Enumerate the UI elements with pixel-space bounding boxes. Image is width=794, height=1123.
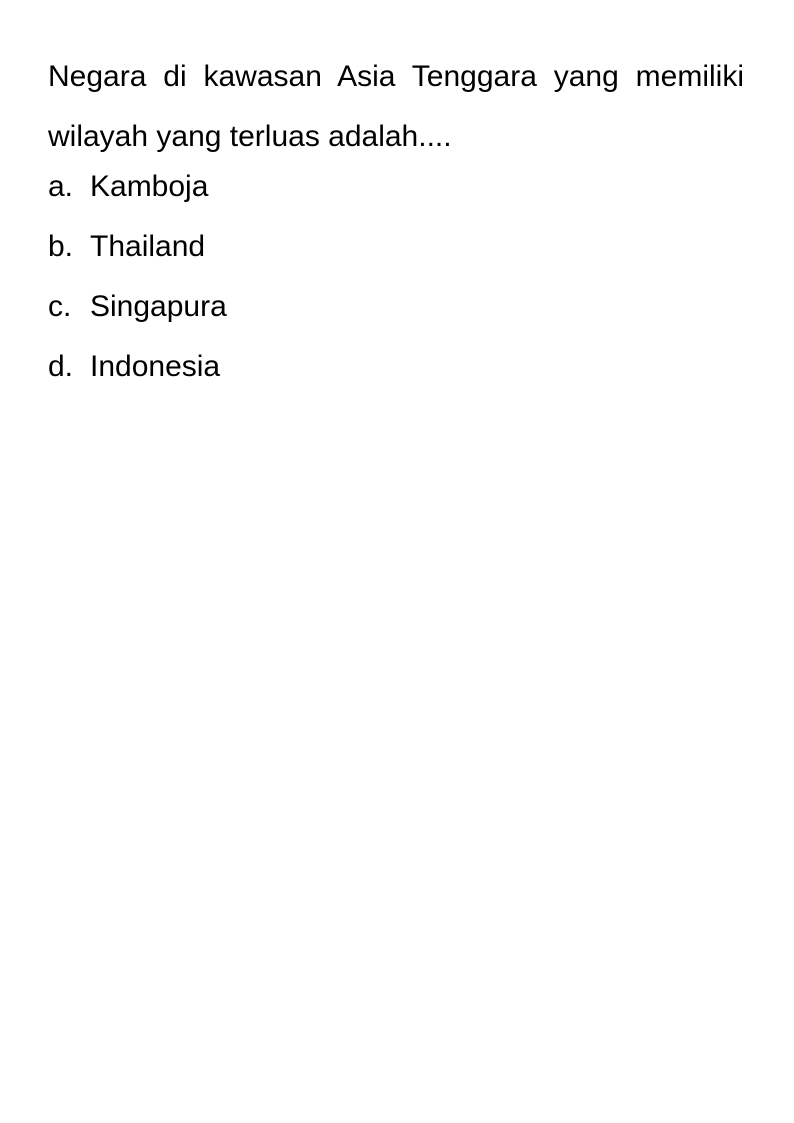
question-text: Negara di kawasan Asia Tenggara yang memiliki wilayah yang terluas adalah.... <box>48 60 744 153</box>
option-d[interactable] <box>48 347 744 407</box>
option-c[interactable] <box>48 287 744 347</box>
option-b[interactable] <box>48 227 744 287</box>
option-letter: a. <box>48 170 74 203</box>
option-letter: b. <box>48 230 74 263</box>
option-a[interactable] <box>48 167 744 227</box>
option-text: Singapura <box>90 290 227 323</box>
option-text: Indonesia <box>90 350 221 383</box>
option-text: Thailand <box>90 230 206 263</box>
option-letter: d. <box>48 350 74 383</box>
answer-options-list <box>48 167 744 407</box>
option-letter: c. <box>48 290 72 323</box>
option-text: Kamboja <box>90 170 209 203</box>
